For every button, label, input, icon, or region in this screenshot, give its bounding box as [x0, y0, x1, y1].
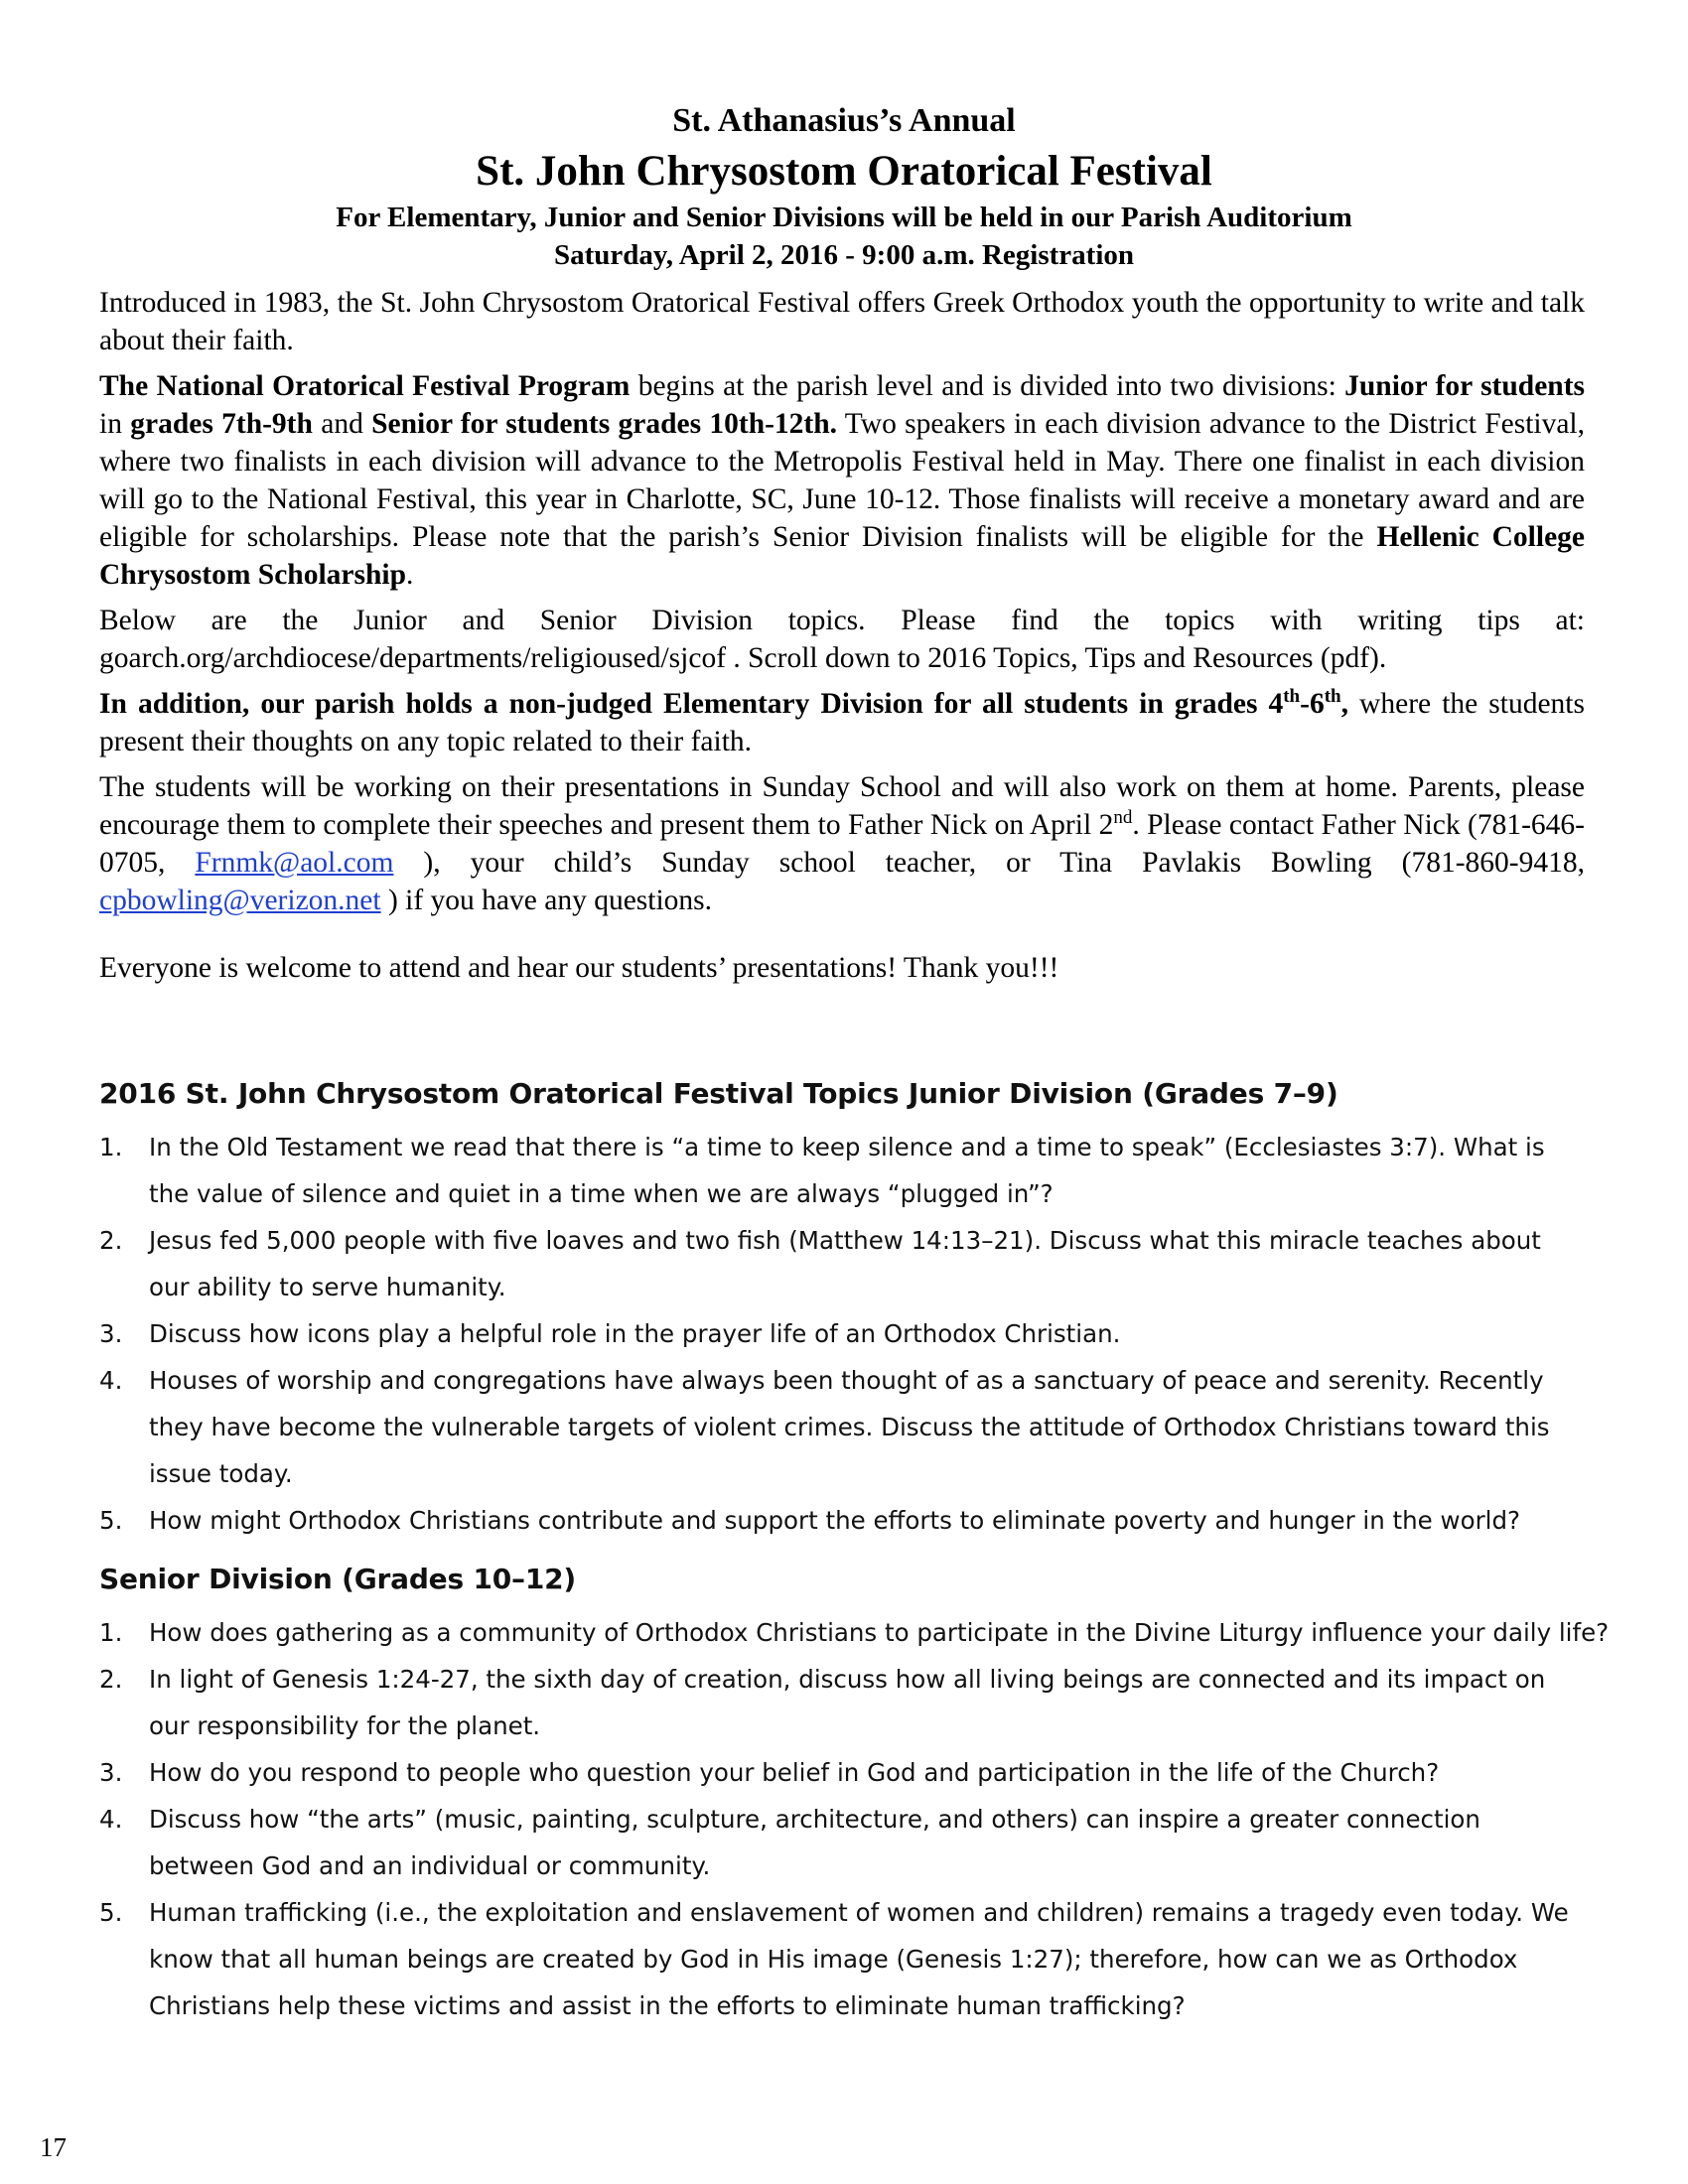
header-divisions-line: For Elementary, Junior and Senior Divisions will be held in our Parish Auditorium — [336, 202, 1352, 233]
program-text-5: . — [405, 559, 414, 591]
elementary-text-1: where the students present their thoughts on any topic related to their faith. — [99, 688, 1585, 757]
list-item — [99, 1497, 1628, 1544]
email-link-frnmk[interactable]: Frnmk@aol.com — [195, 847, 394, 879]
list-item — [99, 1656, 1628, 1749]
program-text-2: in — [99, 408, 131, 440]
list-item — [99, 1609, 1628, 1656]
list-item-text: How do you respond to people who question your belief in God and participation in the life of the Church? — [149, 1758, 1440, 1787]
elementary-sup-1: th — [1283, 686, 1301, 708]
elementary-bold-1: In addition, our parish holds a non-judged Elementary Division for all students in grades 4 — [99, 688, 1284, 720]
intro-paragraph: Introduced in 1983, the St. John Chrysostom Oratorical Festival offers Greek Orthodox youth the opportunity to write and talk about their faith. — [99, 287, 1585, 356]
document-header — [99, 97, 1589, 274]
program-bold-2: Junior for students — [1344, 370, 1585, 402]
body-text — [99, 284, 1585, 995]
page-number: 17 — [40, 2132, 67, 2162]
contact-sup-1: nd — [1113, 807, 1133, 829]
list-item-text: How does gathering as a community of Orthodox Christians to participate in the Divine Liturgy influence your daily life? — [149, 1618, 1610, 1647]
list-item-text: Human trafficking (i.e., the exploitation and enslavement of women and children) remains a tragedy even today. We know that all human beings are created by God in His image (Genesis 1:27); therefore, how can we as Orthodox Christians help these victims and assist in the efforts to eliminate human trafficking? — [149, 1898, 1569, 2020]
list-item-text: Discuss how icons play a helpful role in the prayer life of an Orthodox Christian. — [149, 1319, 1121, 1348]
list-item — [99, 1749, 1628, 1796]
list-number: 3. — [99, 1319, 123, 1348]
program-paragraph — [99, 367, 1585, 594]
header-annual-line: St. Athanasius’s Annual — [672, 102, 1016, 139]
list-number: 4. — [99, 1805, 123, 1834]
list-item — [99, 1889, 1628, 2029]
topics-section — [99, 1074, 1648, 2045]
contact-paragraph — [99, 768, 1585, 919]
junior-topics-list — [99, 1124, 1648, 1544]
senior-topics-list — [99, 1609, 1648, 2029]
list-item-text: Discuss how “the arts” (music, painting, sculpture, architecture, and others) can inspire a greater connection between God and an individual or community. — [149, 1805, 1480, 1880]
elementary-bold-3: , — [1340, 688, 1348, 720]
email-link-cpbowling[interactable]: cpbowling@verizon.net — [99, 885, 381, 916]
program-bold-3: grades 7th-9th — [130, 408, 313, 440]
contact-text-3: ), your child’s Sunday school teacher, or Tina Pavlakis Bowling (781-860-9418, — [393, 847, 1585, 879]
list-item — [99, 1796, 1628, 1889]
list-item-text: In the Old Testament we read that there is “a time to keep silence and a time to speak” (Ecclesiastes 3:7). What is the value of silence and quiet in a time when we are always “plugged in”? — [149, 1133, 1545, 1208]
list-number: 1. — [99, 1618, 123, 1647]
list-number: 1. — [99, 1133, 123, 1161]
program-bold-4: Senior for students grades 10th-12th. — [371, 408, 838, 440]
list-item-text: Jesus fed 5,000 people with five loaves and two fish (Matthew 14:13–21). Discuss what this miracle teaches about our ability to serve humanity. — [149, 1226, 1541, 1301]
elementary-sup-2: th — [1324, 686, 1341, 708]
program-text-4: Two speakers in each division advance to the District Festival, where two finalists in each division will advance to the Metropolis Festival held in May. There one finalist in each division will go to the National Festival, this year in Charlotte, SC, June 10-12. Those finalists will receive a monetary award and are eligible for scholarships. Please note that the parish’s Senior Division finalists will be eligible for the — [99, 408, 1586, 553]
list-number: 5. — [99, 1506, 123, 1535]
contact-text-1: The students will be working on their presentations in Sunday School and will also work on them at home. Parents, please encourage them to complete their speeches and present them to Father Nick on April 2 — [99, 771, 1585, 841]
junior-heading: 2016 St. John Chrysostom Oratorical Festival Topics Junior Division (Grades 7–9) — [99, 1077, 1338, 1110]
senior-heading: Senior Division (Grades 10–12) — [99, 1563, 577, 1595]
list-item — [99, 1217, 1628, 1310]
program-text-1: begins at the parish level and is divided into two divisions: — [630, 370, 1345, 402]
topics-intro-paragraph: Below are the Junior and Senior Division topics. Please find the topics with writing tips at: goarch.org/archdiocese/departments/religioused/sjcof . Scroll down to 2016 Topics, Tips and Resources (pdf). — [99, 605, 1585, 674]
list-number: 3. — [99, 1758, 123, 1787]
list-number: 2. — [99, 1226, 123, 1255]
list-item — [99, 1357, 1628, 1497]
list-item-text: In light of Genesis 1:24-27, the sixth day of creation, discuss how all living beings are connected and its impact on our responsibility for the planet. — [149, 1665, 1546, 1740]
list-item — [99, 1310, 1628, 1357]
list-item-text: Houses of worship and congregations have always been thought of as a sanctuary of peace and serenity. Recently they have become the vulnerable targets of violent crimes. Discuss the attitude of Orthodox Christians toward this issue today. — [149, 1366, 1550, 1488]
closing-paragraph: Everyone is welcome to attend and hear our students’ presentations! Thank you!!! — [99, 952, 1059, 984]
list-number: 2. — [99, 1665, 123, 1694]
list-number: 4. — [99, 1366, 123, 1395]
list-item-text: How might Orthodox Christians contribute and support the efforts to eliminate poverty and hunger in the world? — [149, 1506, 1521, 1535]
list-number: 5. — [99, 1898, 123, 1927]
contact-text-2: . Please contact Father Nick (781-646-0705, — [99, 809, 1586, 879]
program-bold-1: The National Oratorical Festival Program — [99, 370, 631, 402]
elementary-bold-2: -6 — [1300, 688, 1325, 720]
page-title: St. John Chrysostom Oratorical Festival — [476, 148, 1212, 195]
program-bold-5: Hellenic College Chrysostom Scholarship — [99, 521, 1586, 591]
header-date-line: Saturday, April 2, 2016 - 9:00 a.m. Registration — [553, 239, 1135, 271]
program-text-3: and — [312, 408, 372, 440]
elementary-paragraph — [99, 685, 1585, 760]
contact-text-4: ) if you have any questions. — [380, 885, 713, 916]
list-item — [99, 1124, 1628, 1217]
